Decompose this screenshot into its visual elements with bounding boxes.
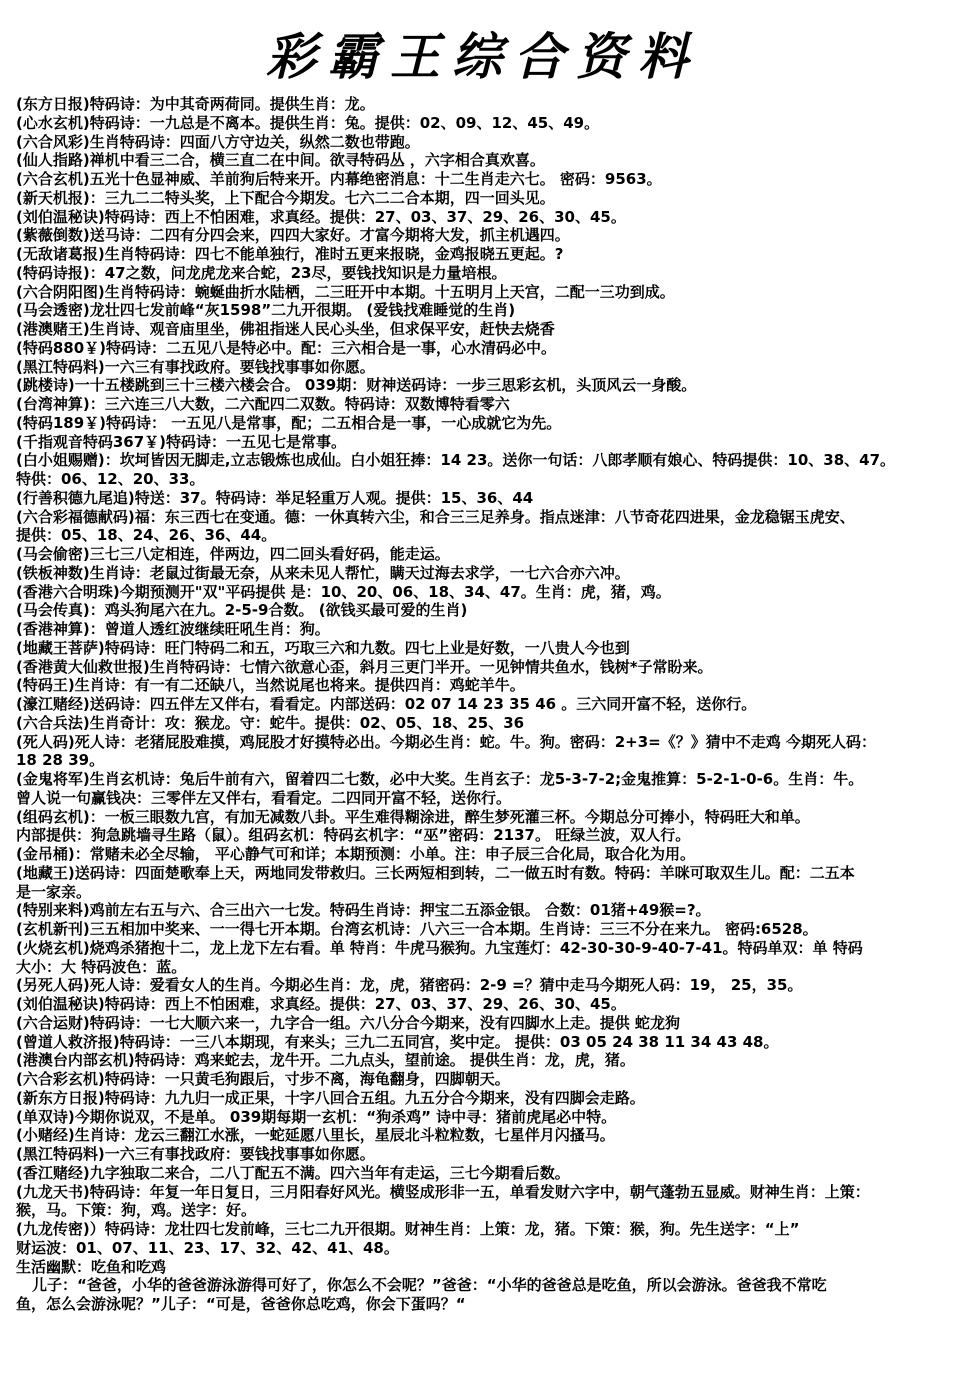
- text-line: (濠江赌经)送码诗：四五伴左又伴右，看看定。内部送码：02 07 14 23 35 46 。三六同开富不轻，送你行。: [16, 695, 757, 713]
- text-line: (港澳台内部玄机)特码诗：鸡来蛇去，龙牛开。二九点头，望前途。 提供生肖：龙，虎，猪。: [16, 1051, 635, 1070]
- text-body: [16, 95, 952, 1314]
- text-line: (另死人码)死人诗：爱看女人的生肖。今期必生肖：龙，虎，猪密码：2-9 =？猜中走马今期死人码：19， 25，35。: [16, 976, 803, 995]
- text-line: (特码王)生肖诗：有一有二还缺八，当然说尾也将来。提供四肖：鸡蛇羊牛。: [16, 676, 525, 695]
- text-line: 生活幽默：吃鱼和吃鸡: [16, 1257, 167, 1276]
- text-line: (黑江特码料)一六三有事找政府：要钱找事事如你愿。: [16, 1145, 375, 1163]
- text-line: (新东方日报)特码诗：九九归一成正果，十字八回合五组。九五分合今期来，没有四脚会走路。: [16, 1088, 645, 1107]
- text-line: (东方日报)特码诗：为中其奇两荷同。提供生肖：龙。: [16, 95, 375, 113]
- text-line: 鱼，怎么会游泳呢？”儿子：“可是，爸爸你总吃鸡，你会下蛋吗？“: [16, 1295, 466, 1313]
- text-line: (组码玄机)：一板三眼数九宫，有加无减数八卦。平生难得糊涂进，醉生梦死灌三杯。今期总分可捧小，特码旺大和单。: [16, 807, 810, 826]
- text-line: (跳楼诗)一十五楼跳到三十三楼六楼会合。 039期：财神送码诗：一步三思彩玄机，头顶风云一身酸。: [16, 376, 697, 395]
- text-line: (港澳赌王)生肖诗、观音庙里坐，佛祖指迷人民心头坐，但求保平安，赶快去烧香: [16, 320, 555, 338]
- text-line: (九龙天书)特码诗：年复一年日复日，三月阳春好风光。横竖成形非一五，单看发财六字中，朝气蓬勃五显威。财神生肖：上策：: [16, 1182, 870, 1201]
- text-line: (刘伯温秘诀)特码诗：西上不怕困难，求真经。提供：27、03、37、29、26、30、45。: [16, 995, 626, 1013]
- text-line: (特码诗报)：47之数，问龙虎龙来合蛇，23尽，要钱找知识是力量培根。: [16, 263, 507, 282]
- text-line: (单双诗)今期你说双，不是单。 039期每期一玄机：“狗杀鸡” 诗中寻：猪前虎尾必中特。: [16, 1107, 617, 1126]
- text-line: (六合运财)特码诗：一七大顺六来一，九字合一组。六八分合今期来，没有四脚水上走。提供 蛇龙狗: [16, 1013, 680, 1032]
- text-line: (六合彩玄机)特码诗：一只黄毛狗跟后，寸步不离，海龟翻身，四脚朝天。: [16, 1070, 510, 1088]
- text-line: (特码189￥)特码诗： 一五见八是常事，配；二五相合是一事，一心成就它为先。: [16, 413, 562, 432]
- text-line: (千指观音特码367￥)特码诗：一五见七是常事。: [16, 432, 347, 451]
- text-line: (特别来料)鸡前左右五与六、合三出六一七发。特码生肖诗：押宝二五添金银。 合数：01猪+49猴=?。: [16, 901, 711, 920]
- text-line: (台湾神算)：三六连三八大数，二六配四二双数。特码诗：双数博特看零六: [16, 395, 510, 413]
- text-line: (香港神算)：曾道人透红波继续旺吼生肖：狗。: [16, 620, 330, 638]
- text-line: (六合玄机)五光十色显神威、羊前狗后特来开。内幕绝密消息：十二生肖走六七。 密码：9563。: [16, 170, 662, 188]
- text-line: (六合阴阳图)生肖特码诗：蜿蜒曲折水陆栖，二三旺开中本期。十五明月上天宫，二配一三功到成。: [16, 282, 675, 301]
- text-line: (铁板神数)生肖诗：老鼠过街最无奈，从来未见人帮忙，瞒天过海去求学，一七六合亦六冲。: [16, 563, 630, 582]
- text-line: (死人码)死人诗：老猪屁股难摸，鸡屁股才好摸特必出。今期必生肖：蛇。牛。狗。密码：2+3=《？》猜中不走鸡 今期死人码：: [16, 732, 876, 751]
- text-line: (九龙传密)）特码诗：龙壮四七发前峰，三七二九开很期。财神生肖：上策：龙，猪。下策：猴，狗。先生送字：“上”: [16, 1220, 800, 1238]
- text-line: (地藏王)送码诗：四面楚歌奉上天，两地同发带救归。三长两短相到转，二一做五时有数。特码：羊咪可取双生儿。配：二五本: [16, 863, 855, 882]
- text-line: 内部提供：狗急跳墙寻生路（鼠）。组码玄机：特码玄机字：“巫”密码：2137。 旺绿兰波，双人行。: [16, 826, 691, 845]
- text-line: (白小姐赐赠)：坎坷皆因无脚走,立志锻炼也成仙。白小姐狂捧：14 23。送你一句话：八郎孝顺有娘心、特码提供：10、38、47。: [16, 451, 896, 470]
- text-line: 曾人说一句赢钱决：三零伴左又伴右，看看定。二四同开富不轻，送你行。: [16, 788, 512, 807]
- text-line: (六合彩福德献码)福：东三西七在变通。德：一休真转六尘，和合三三足养身。指点迷津：八节奇花四进果，金龙稳锯玉虎安、: [16, 507, 855, 526]
- text-line: 提供：05、18、24、26、36、44。: [16, 526, 277, 545]
- text-line: 18 28 39。: [16, 751, 105, 770]
- text-line: (无敌诸葛报)生肖特码诗：四七不能单独行，准时五更来报晓，金鸡报晓五更起。?: [16, 245, 564, 263]
- text-line: 大小：大 特码波色：蓝。: [16, 957, 187, 976]
- text-line: (心水玄机)特码诗：一九总是不离本。提供生肖：兔。提供：02、09、12、45、49。: [16, 113, 600, 132]
- text-line: 猴，马。下策：狗，鸡。送字：好。: [16, 1201, 257, 1220]
- text-line: (特码880￥)特码诗：二五见八是特必中。配：三六相合是一事，心水清码必中。: [16, 338, 557, 357]
- text-line: (金鬼将军)生肖玄机诗：兔后牛前有六，留着四二七数，必中大奖。生肖玄子：龙5-3-7-2;金鬼推算：5-2-1-0-6。生肖：牛。: [16, 770, 864, 788]
- text-line: (马会透密)龙壮四七发前峰“灰1598”二九开很期。 (爱钱找难睡觉的生肖): [16, 301, 516, 320]
- text-line: 特供：06、12、20、33。: [16, 470, 205, 488]
- text-line: 儿子：“爸爸，小华的爸爸游泳游得可好了，你怎么不会呢？”爸爸：“小华的爸爸总是吃鱼，所以会游泳。爸爸我不常吃: [32, 1276, 827, 1295]
- page-title: 彩霸王综合资料: [266, 27, 700, 86]
- text-line: (香江赌经)九字独取二来合，二八丁配五不满。四六当年有走运，三七今期看后数。: [16, 1163, 570, 1182]
- text-line: (马会传真)：鸡头狗尾六在九。2-5-9合数。 (欲钱买最可爱的生肖): [16, 601, 468, 620]
- text-line: (香港黄大仙救世报)生肖特码诗：七情六欲意心歪，斜月三更门半开。一见钟情共鱼水，钱树*子常盼来。: [16, 657, 713, 676]
- text-line: 财运波：01、07、11、23、17、32、42、41、48。: [16, 1238, 399, 1257]
- text-line: (小赌经)生肖诗：龙云三翻江水涨，一蛇延愿八里长，星辰北斗粒粒数，七星伴月闪搔马。: [16, 1126, 615, 1145]
- text-line: (马会偷密)三七三八定相连，伴两边，四二回头看好码，能走运。: [16, 545, 450, 563]
- text-line: (六合风彩)生肖特码诗：四面八方守边关，纵然二数也带跑。: [16, 132, 420, 151]
- text-line: (玄机新刊)三五相加中奖来、一一得七开本期。台湾玄机诗：八六三一合本期。生肖诗：三三不分在来九。 密码:6528。: [16, 920, 818, 938]
- text-line: (行善积德九尾追)特送：37。特码诗：举足轻重万人观。提供：15、36、44: [16, 488, 534, 507]
- text-line: (仙人指路)禅机中看三二合，横三直二在中间。欲寻特码丛 ，六字相合真欢喜。: [16, 151, 545, 170]
- text-line: (曾道人救济报)特码诗：一三八本期现，有来头；三九二五同宫，奖中定。 提供：03 05 24 38 11 34 43 48。: [16, 1032, 779, 1051]
- text-line: (火烧玄机)烧鸡杀猪抱十二，龙上龙下左右看。单 特肖：牛虎马猴狗。九宝莲灯：42-30-30-9-40-7-41。特码单双：单 特码: [16, 938, 863, 957]
- text-line: (六合兵法)生肖奇计：攻：猴龙。守：蛇牛。提供：02、05、18、25、36: [16, 713, 525, 732]
- text-line: (香港六合明珠)今期预测开"双"平码提供 是：10、20、06、18、34、47。生肖：虎，猪，鸡。: [16, 582, 671, 601]
- text-line: (地藏王菩萨)特码诗：旺门特码二和五，巧取三六和九数。四七上业是好数，一八贵人今也到: [16, 638, 630, 657]
- text-line: (黑江特码料)一六三有事找政府。要钱找事事如你愿。: [16, 357, 375, 376]
- text-line: (刘伯温秘诀)特码诗：西上不怕困难，求真经。提供：27、03、37、29、26、30、45。: [16, 207, 626, 226]
- text-line: 是一家亲。: [16, 882, 92, 901]
- text-line: (紫薇倒数)送马诗：二四有分四会来，四四大家好。才富今期将大发，抓主机遇四。: [16, 226, 570, 245]
- text-line: (金吊桶)：常赌未必全尽输， 平心静气可和详；本期预测：小单。注：申子辰三合化局，取合化为用。: [16, 845, 695, 863]
- text-line: (新天机报)：三九二二特头奖，上下配合今期发。七六二二合本期，四一回头见。: [16, 188, 555, 207]
